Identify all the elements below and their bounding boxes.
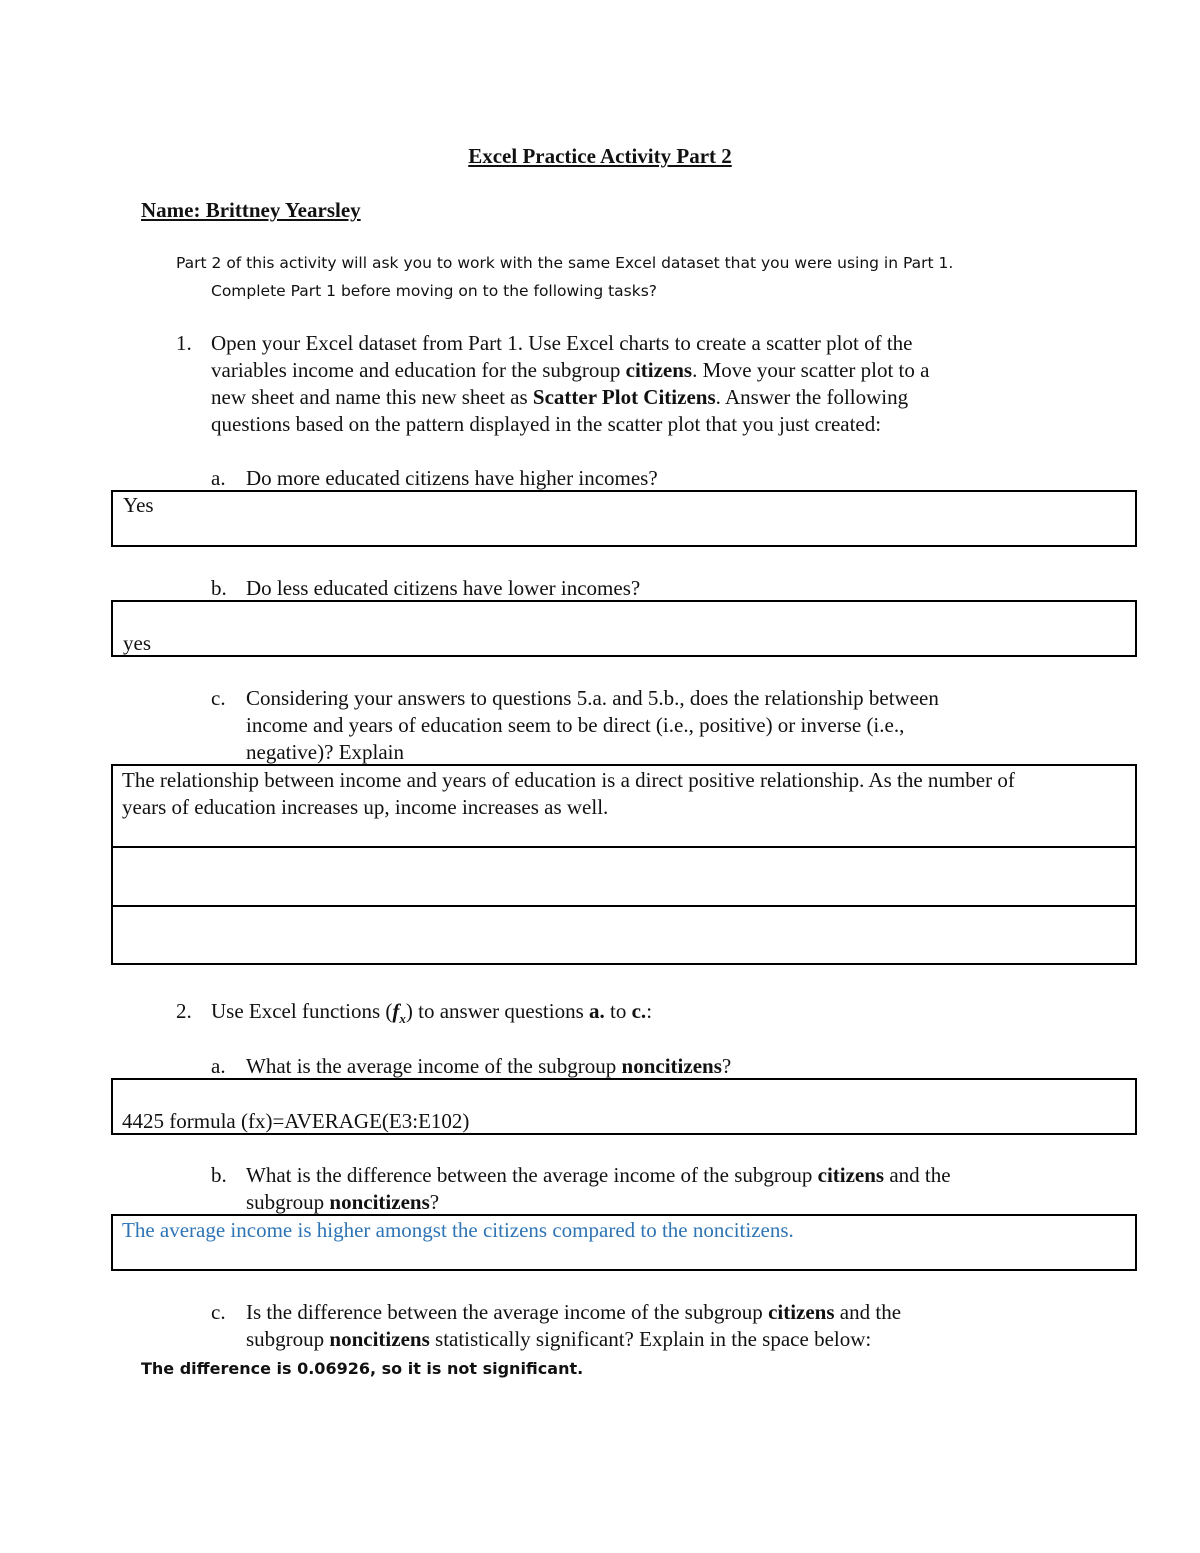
- q2c-line-2: subgroup noncitizens statistically significant? Explain in the space below:: [246, 1327, 872, 1351]
- q1b-question: Do less educated citizens have lower incomes?: [246, 576, 641, 600]
- q1-line-2: variables income and education for the subgroup citizens. Move your scatter plot to a: [211, 358, 930, 382]
- q2b-letter: b.: [211, 1163, 227, 1187]
- intro-line-2: Complete Part 1 before moving on to the following tasks?: [211, 282, 658, 300]
- q1-line-1: Open your Excel dataset from Part 1. Use Excel charts to create a scatter plot of the: [211, 331, 913, 355]
- q1-number: 1.: [176, 331, 192, 355]
- q1c-answer-line-2: years of education increases up, income increases as well.: [122, 795, 609, 819]
- q2b-line-2: subgroup noncitizens?: [246, 1190, 440, 1214]
- q1c-line-3: negative)? Explain: [246, 740, 405, 764]
- q2c-answer: The difference is 0.06926, so it is not significant.: [141, 1359, 584, 1378]
- q2a-letter: a.: [211, 1054, 226, 1078]
- q2a-question: What is the average income of the subgroup noncitizens?: [246, 1054, 732, 1078]
- q1a-question: Do more educated citizens have higher incomes?: [246, 466, 658, 490]
- q1b-letter: b.: [211, 576, 227, 600]
- q1c-line-1: Considering your answers to questions 5.a. and 5.b., does the relationship between: [246, 686, 939, 710]
- q1b-answer-box[interactable]: [111, 600, 1137, 657]
- q2a-answer: 4425 formula (fx)=AVERAGE(E3:E102): [122, 1109, 470, 1133]
- intro-line-1: Part 2 of this activity will ask you to work with the same Excel dataset that you were using in Part 1.: [176, 254, 954, 272]
- q1c-letter: c.: [211, 686, 226, 710]
- q1c-line-2: income and years of education seem to be direct (i.e., positive) or inverse (i.e.,: [246, 713, 905, 737]
- q1a-answer: Yes: [123, 493, 154, 517]
- q2b-line-1: What is the difference between the average income of the subgroup citizens and the: [246, 1163, 951, 1187]
- q1a-answer-box[interactable]: [111, 490, 1137, 547]
- q2-number: 2.: [176, 999, 192, 1023]
- student-name: Name: Brittney Yearsley: [141, 198, 361, 222]
- page-title: Excel Practice Activity Part 2: [468, 144, 732, 168]
- q2b-answer: The average income is higher amongst the citizens compared to the noncitizens.: [122, 1218, 794, 1242]
- answer-divider: [111, 905, 1137, 907]
- q1c-answer-line-1: The relationship between income and years of education is a direct positive relationship. As the number of: [122, 768, 1015, 792]
- answer-divider: [111, 846, 1137, 848]
- q1b-answer: yes: [123, 631, 151, 655]
- fx-symbol: $f_x$: [392, 999, 406, 1027]
- q2c-line-1: Is the difference between the average income of the subgroup citizens and the: [246, 1300, 902, 1324]
- q2c-letter: c.: [211, 1300, 226, 1324]
- q2-prompt: Use Excel functions $(f_x)$ to answer questions a. to c.:: [211, 999, 653, 1027]
- q1-line-4: questions based on the pattern displayed in the scatter plot that you just created:: [211, 412, 882, 436]
- q1-line-3: new sheet and name this new sheet as Scatter Plot Citizens. Answer the following: [211, 385, 909, 409]
- q1a-letter: a.: [211, 466, 226, 490]
